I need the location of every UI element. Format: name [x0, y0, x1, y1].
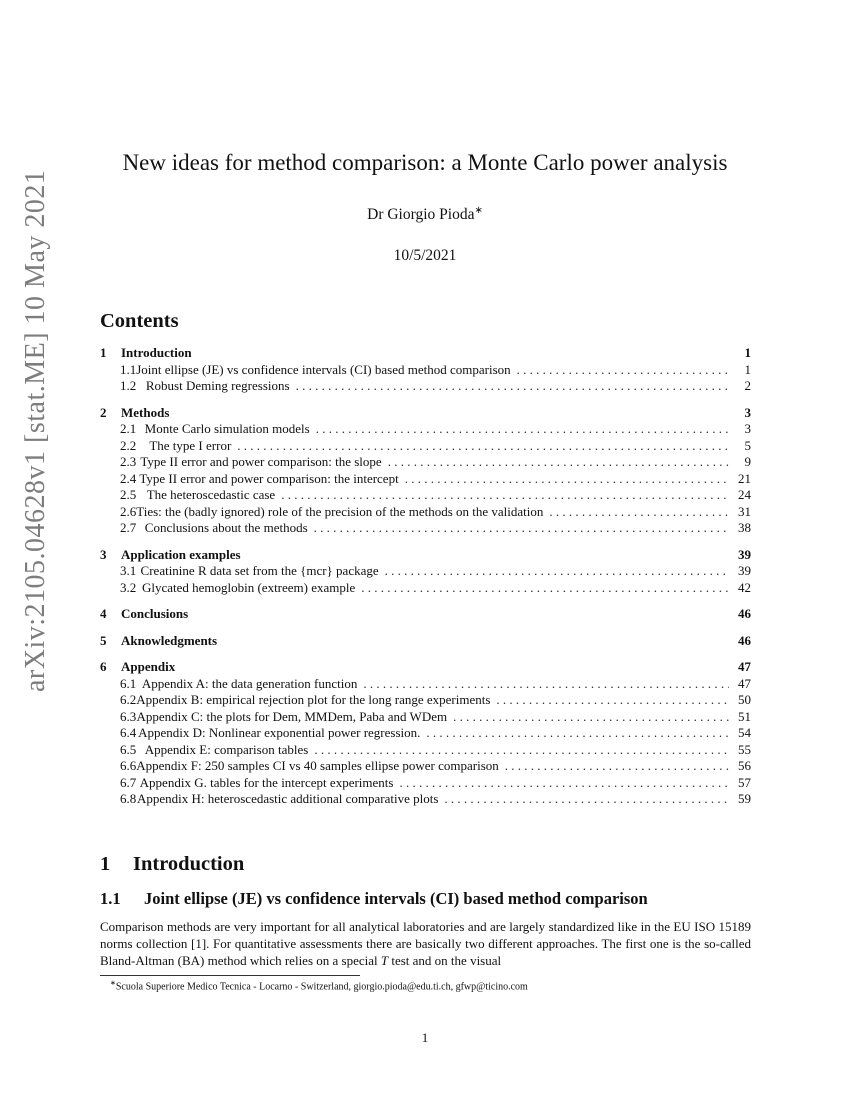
toc-subsection-title: Glycated hemoglobin (extreem) example	[141, 579, 356, 595]
toc-subsection-title: Type II error and power comparison: the intercept	[139, 470, 399, 486]
paper-title: New ideas for method comparison: a Monte Carlo power analysis	[122, 150, 728, 175]
toc-subsection-number: 6.4	[120, 725, 137, 740]
paper-date: 10/5/2021	[393, 247, 457, 264]
toc-leader-dots	[505, 758, 729, 775]
toc-subsection-number: 6.8	[120, 791, 137, 806]
toc-section-group	[100, 547, 751, 597]
toc-leader-dots	[444, 791, 729, 808]
toc-section-group	[100, 659, 751, 808]
toc-subsection-page: 3	[744, 421, 751, 436]
toc-leader-dots	[385, 563, 729, 580]
toc-subsection-number: 6.7	[120, 774, 137, 790]
toc-subsection-page: 56	[738, 758, 751, 773]
toc-subsection-page: 50	[738, 692, 751, 707]
toc-subsection-page: 31	[738, 503, 751, 519]
toc-subsection-title: Appendix C: the plots for Dem, MMDem, Paba and WDem	[136, 708, 448, 724]
toc-subsection-entry[interactable]	[100, 520, 751, 537]
section-heading-introduction	[100, 853, 244, 876]
toc-subsection-title: Appendix B: empirical rejection plot for the long range experiments	[136, 692, 491, 707]
toc-section-entry[interactable]	[100, 405, 751, 422]
toc-subsection-title: The heteroscedastic case	[146, 487, 276, 502]
body-text-part2: test and on the visual	[388, 953, 502, 968]
toc-section-page: 1	[744, 345, 751, 360]
toc-subsection-number: 6.2	[120, 692, 137, 707]
toc-section-entry[interactable]	[100, 547, 751, 564]
toc-subsection-entry[interactable]	[100, 758, 751, 775]
toc-subsection-number: 2.2	[120, 437, 137, 453]
toc-section-number: 2	[100, 404, 107, 420]
toc-section-entry[interactable]	[100, 659, 751, 676]
toc-leader-dots	[314, 520, 729, 537]
toc-subsection-number: 3.2	[120, 579, 137, 595]
toc-subsection-page: 39	[738, 563, 751, 578]
toc-subsection-title: Type II error and power comparison: the slope	[140, 454, 382, 469]
toc-subsection-page: 47	[738, 675, 751, 691]
toc-subsection-title: Robust Deming regressions	[145, 378, 290, 393]
toc-section-entry[interactable]	[100, 606, 751, 623]
toc-section-number: 6	[100, 659, 107, 674]
section-number: 1	[100, 853, 111, 875]
toc-subsection-entry[interactable]	[100, 676, 751, 693]
toc-subsection-number: 6.3	[120, 708, 137, 724]
toc-subsection-entry[interactable]	[100, 742, 751, 759]
toc-subsection-entry[interactable]	[100, 692, 751, 709]
toc-subsection-entry[interactable]	[100, 421, 751, 438]
toc-section-number: 3	[100, 546, 107, 562]
toc-section-number: 4	[100, 606, 107, 621]
toc-subsection-number: 2.3	[120, 454, 137, 469]
table-of-contents	[100, 345, 751, 818]
toc-section-entry[interactable]	[100, 633, 751, 650]
toc-subsection-title: Appendix G. tables for the intercept experiments	[139, 774, 394, 790]
footnote-rule	[100, 975, 360, 976]
toc-leader-dots	[405, 471, 729, 488]
body-text-italic-t: T	[380, 953, 389, 968]
toc-leader-dots	[314, 742, 729, 759]
toc-subsection-number: 1.2	[120, 378, 137, 393]
toc-subsection-title: Creatinine R data set from the {mcr} package	[140, 563, 379, 578]
toc-subsection-page: 57	[738, 774, 751, 790]
toc-section-title: Conclusions	[121, 606, 189, 621]
toc-leader-dots	[399, 775, 729, 792]
toc-section-page: 46	[738, 606, 751, 621]
toc-subsection-entry[interactable]	[100, 504, 751, 521]
toc-leader-dots	[517, 362, 729, 379]
toc-subsection-number: 6.1	[120, 675, 137, 691]
toc-section-number: 1	[100, 345, 107, 360]
toc-subsection-number: 1.1	[120, 361, 137, 377]
toc-subsection-page: 24	[738, 487, 751, 502]
toc-subsection-entry[interactable]	[100, 471, 751, 488]
toc-leader-dots	[363, 676, 729, 693]
toc-subsection-entry[interactable]	[100, 378, 751, 395]
toc-subsection-title: Conclusions about the methods	[144, 520, 308, 535]
toc-subsection-number: 2.7	[120, 520, 137, 535]
contents-heading: Contents	[100, 310, 179, 332]
toc-leader-dots	[361, 580, 729, 597]
toc-subsection-page: 42	[738, 579, 751, 595]
toc-subsection-title: Appendix F: 250 samples CI vs 40 samples ellipse power comparison	[136, 758, 499, 773]
toc-subsection-page: 55	[738, 741, 751, 757]
toc-subsection-page: 2	[744, 378, 751, 393]
toc-section-title: Appendix	[121, 659, 176, 674]
toc-subsection-page: 51	[738, 708, 751, 724]
toc-section-group	[100, 405, 751, 537]
toc-subsection-page: 21	[738, 470, 751, 486]
author-footnote-mark[interactable]: ∗	[474, 205, 483, 216]
toc-subsection-page: 54	[738, 725, 751, 740]
toc-subsection-page: 9	[744, 454, 751, 469]
toc-subsection-number: 2.1	[120, 421, 137, 436]
toc-subsection-number: 6.5	[120, 741, 137, 757]
subsection-number: 1.1	[100, 889, 121, 908]
author-line	[0, 205, 850, 224]
author-name: Dr Giorgio Pioda	[367, 206, 475, 224]
toc-leader-dots	[549, 504, 729, 521]
body-paragraph	[100, 918, 751, 969]
toc-subsection-title: Appendix D: Nonlinear exponential power regression.	[138, 725, 421, 740]
toc-subsection-entry[interactable]	[100, 454, 751, 471]
toc-subsection-page: 59	[738, 791, 751, 806]
toc-section-title: Application examples	[121, 546, 241, 562]
toc-section-group	[100, 345, 751, 395]
toc-section-entry[interactable]	[100, 345, 751, 362]
toc-subsection-entry[interactable]	[100, 580, 751, 597]
toc-section-page: 39	[738, 546, 751, 562]
toc-subsection-number: 2.6	[120, 503, 137, 519]
toc-leader-dots	[426, 725, 729, 742]
body-text-part1: Comparison methods are very important for all analytical laboratories and are largely standardized like in the EU ISO 15189 norms collection [1]. For quantitative assessments there are basically two different approaches. The first one is the so-called Bland-Altman (BA) method which relies on a special	[100, 919, 751, 968]
toc-subsection-title: Appendix H: heteroscedastic additional comparative plots	[136, 791, 439, 806]
footnote-mark: ∗	[110, 979, 116, 987]
toc-subsection-title: Joint ellipse (JE) vs confidence intervals (CI) based method comparison	[136, 361, 511, 377]
toc-subsection-entry[interactable]	[100, 791, 751, 808]
toc-leader-dots	[388, 454, 729, 471]
toc-leader-dots	[296, 378, 729, 395]
toc-subsection-entry[interactable]	[100, 563, 751, 580]
toc-subsection-number: 2.5	[120, 487, 137, 502]
toc-section-page: 3	[744, 404, 751, 420]
toc-subsection-page: 1	[744, 361, 751, 377]
section-title: Introduction	[133, 853, 245, 875]
toc-section-group	[100, 633, 751, 650]
toc-leader-dots	[316, 421, 729, 438]
footnote-text: Scuola Superiore Medico Tecnica - Locarno - Switzerland, giorgio.pioda@edu.ti.ch, gfwp@ticino.com	[115, 981, 528, 993]
page-number: 1	[421, 1030, 429, 1045]
toc-section-title: Introduction	[121, 345, 192, 360]
arxiv-identifier-stamp: arXiv:2105.04628v1 [stat.ME] 10 May 2021	[20, 169, 51, 692]
toc-leader-dots	[496, 692, 729, 709]
toc-leader-dots	[237, 438, 729, 455]
toc-subsection-entry[interactable]	[100, 709, 751, 726]
toc-leader-dots	[453, 709, 729, 726]
toc-section-page: 47	[738, 659, 751, 674]
toc-subsection-entry[interactable]	[100, 487, 751, 504]
toc-section-title: Aknowledgments	[121, 632, 218, 648]
toc-subsection-entry[interactable]	[100, 362, 751, 379]
subsection-title: Joint ellipse (JE) vs confidence intervals (CI) based method comparison	[144, 889, 648, 908]
subsection-heading-joint-ellipse	[100, 889, 648, 909]
toc-subsection-number: 6.6	[120, 758, 137, 773]
toc-subsection-page: 5	[744, 437, 751, 453]
footnote	[110, 979, 528, 992]
toc-subsection-page: 38	[738, 520, 751, 535]
toc-subsection-title: Appendix A: the data generation function	[141, 675, 358, 691]
toc-subsection-number: 3.1	[120, 563, 137, 578]
toc-subsection-title: The type I error	[149, 437, 232, 453]
toc-subsection-entry[interactable]	[100, 775, 751, 792]
toc-subsection-title: Monte Carlo simulation models	[144, 421, 310, 436]
toc-subsection-title: Appendix E: comparison tables	[144, 741, 309, 757]
toc-section-title: Methods	[121, 404, 170, 420]
toc-section-page: 46	[738, 632, 751, 648]
toc-subsection-title: Ties: the (badly ignored) role of the precision of the methods on the validation	[136, 503, 544, 519]
toc-section-group	[100, 606, 751, 623]
toc-subsection-entry[interactable]	[100, 438, 751, 455]
toc-subsection-number: 2.4	[120, 470, 137, 486]
toc-section-number: 5	[100, 632, 107, 648]
toc-subsection-entry[interactable]	[100, 725, 751, 742]
toc-leader-dots	[281, 487, 729, 504]
